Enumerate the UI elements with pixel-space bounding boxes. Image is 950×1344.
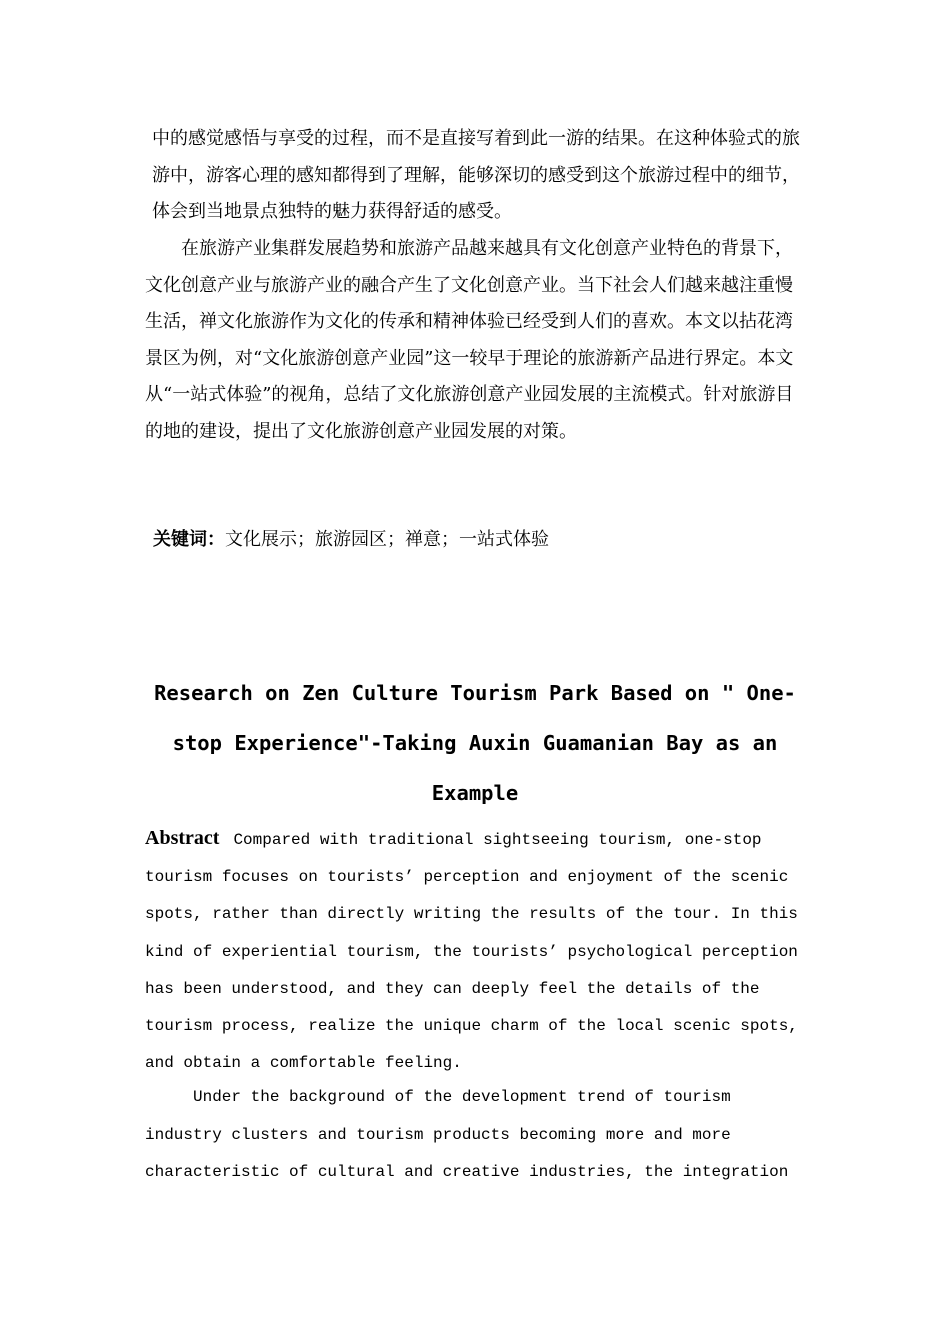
abstract-text-1: Compared with traditional sightseeing tourism, one-stop tourism focuses on tourists’ perception and enjoyment of the scenic spots, rather than directly writing the results of the tour. In this kind of experiential tourism, the tourists’ psychological perception has been understood, and they can deeply feel the details of the tourism process, realize the unique charm of the local scenic spots, and obtain a comfortable feeling. <box>145 831 798 1073</box>
english-abstract-paragraph-2: Under the background of the development trend of tourism industry clusters and tourism products becoming more and more characteristic of cultural and creative industries, the integration <box>145 1088 789 1181</box>
chinese-abstract-paragraph: 在旅游产业集群发展趋势和旅游产品越来越具有文化创意产业特色的背景下，文化创意产业与旅游产业的融合产生了文化创意产业。当下社会人们越来越注重慢生活，禅文化旅游作为文化的传承和精神体验已经受到人们的喜欢。本文以拈花湾景区为例，对“文化旅游创意产业园”这一较早于理论的旅游新产品进行界定。本文从“一站式体验”的视角，总结了文化旅游创意产业园发展的主流模式。针对旅游目的地的建设，提出了文化旅游创意产业园发展的对策。 <box>145 238 794 442</box>
english-abstract-paragraph-1 <box>145 820 815 1082</box>
keywords-value: 文化展示；旅游园区；禅意；一站式体验 <box>225 529 549 550</box>
chinese-abstract-continuation: 中的感觉感悟与享受的过程，而不是直接写着到此一游的结果。在这种体验式的旅游中，游客心理的感知都得到了理解，能够深切的感受到这个旅游过程中的细节，体会到当地景点独特的魅力获得舒适的感受。 <box>152 128 800 223</box>
keywords-line <box>153 522 549 558</box>
abstract-label: Abstract <box>145 827 220 849</box>
english-title: Research on Zen Culture Tourism Park Based on " One-stop Experience"-Taking Auxin Guamanian Bay as an Example <box>154 681 796 805</box>
keywords-label: 关键词： <box>153 529 225 550</box>
